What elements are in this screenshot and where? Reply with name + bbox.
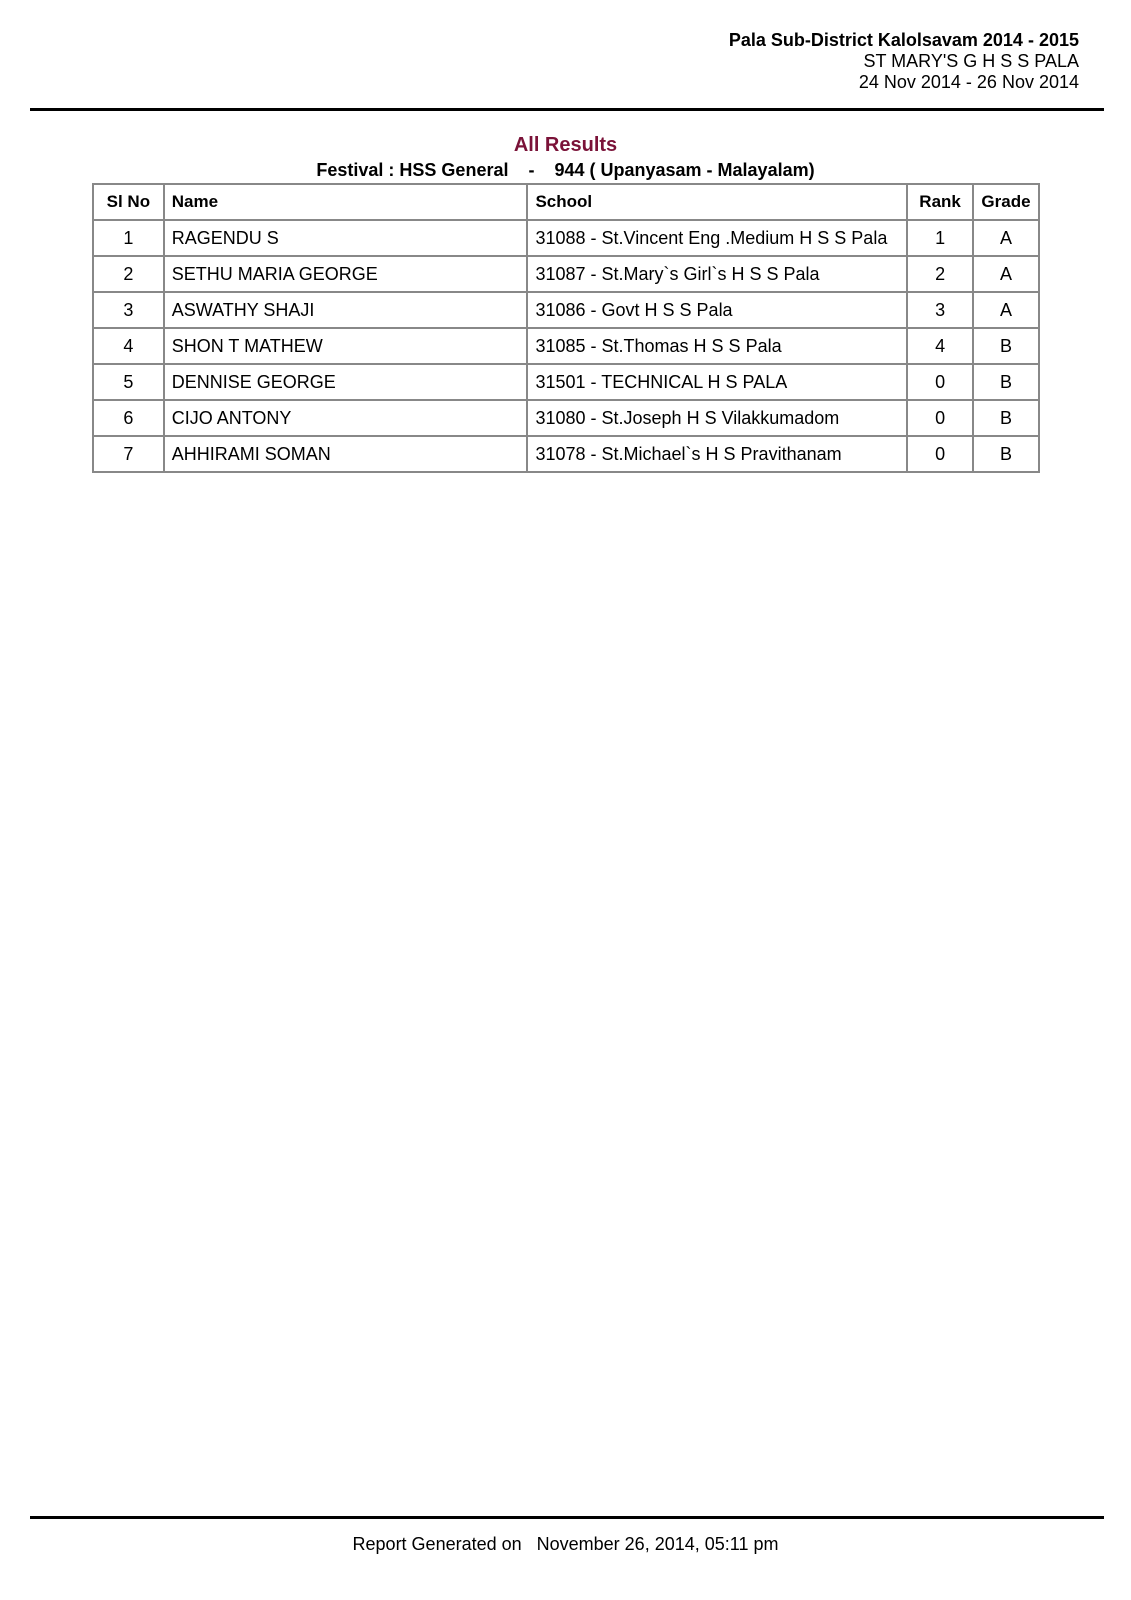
table-row	[93, 436, 1039, 472]
cell-grade: A	[973, 292, 1039, 328]
report-generated-footer: Report Generated on November 26, 2014, 05:11 pm	[352, 1534, 779, 1554]
cell-sl-no: 5	[93, 364, 164, 400]
column-header-name: Name	[164, 184, 528, 220]
table-row	[93, 256, 1039, 292]
cell-name: SETHU MARIA GEORGE	[164, 256, 528, 292]
cell-grade: B	[973, 364, 1039, 400]
cell-school: 31501 - TECHNICAL H S PALA	[527, 364, 907, 400]
cell-rank: 0	[907, 364, 973, 400]
cell-name: SHON T MATHEW	[164, 328, 528, 364]
event-dates: 24 Nov 2014 - 26 Nov 2014	[858, 72, 1079, 92]
report-title: All Results	[513, 134, 618, 156]
cell-sl-no: 2	[93, 256, 164, 292]
cell-rank: 4	[907, 328, 973, 364]
cell-rank: 3	[907, 292, 973, 328]
cell-grade: B	[973, 436, 1039, 472]
cell-grade: A	[973, 220, 1039, 256]
cell-name: CIJO ANTONY	[164, 400, 528, 436]
cell-school: 31080 - St.Joseph H S Vilakkumadom	[527, 400, 907, 436]
table-header-row	[93, 184, 1039, 220]
cell-school: 31087 - St.Mary`s Girl`s H S S Pala	[527, 256, 907, 292]
cell-school: 31078 - St.Michael`s H S Pravithanam	[527, 436, 907, 472]
header-divider	[30, 108, 1104, 111]
cell-grade: B	[973, 400, 1039, 436]
cell-sl-no: 3	[93, 292, 164, 328]
cell-school: 31088 - St.Vincent Eng .Medium H S S Pala	[527, 220, 907, 256]
event-title: Pala Sub-District Kalolsavam 2014 - 2015	[728, 30, 1079, 50]
table-row	[93, 328, 1039, 364]
footer-divider	[30, 1516, 1104, 1519]
cell-rank: 2	[907, 256, 973, 292]
festival-subtitle: Festival : HSS General - 944 ( Upanyasam - Malayalam)	[316, 160, 815, 180]
cell-grade: B	[973, 328, 1039, 364]
cell-rank: 0	[907, 436, 973, 472]
cell-sl-no: 7	[93, 436, 164, 472]
column-header-rank: Rank	[907, 184, 973, 220]
cell-school: 31085 - St.Thomas H S S Pala	[527, 328, 907, 364]
cell-sl-no: 4	[93, 328, 164, 364]
column-header-school: School	[527, 184, 907, 220]
results-table	[92, 183, 1040, 473]
cell-name: RAGENDU S	[164, 220, 528, 256]
column-header-sl-no: Sl No	[93, 184, 164, 220]
table-row	[93, 220, 1039, 256]
report-header	[729, 30, 1079, 93]
column-header-grade: Grade	[973, 184, 1039, 220]
cell-name: DENNISE GEORGE	[164, 364, 528, 400]
cell-sl-no: 6	[93, 400, 164, 436]
table-row	[93, 292, 1039, 328]
event-venue: ST MARY'S G H S S PALA	[863, 51, 1079, 71]
cell-grade: A	[973, 256, 1039, 292]
cell-name: AHHIRAMI SOMAN	[164, 436, 528, 472]
table-row	[93, 364, 1039, 400]
cell-sl-no: 1	[93, 220, 164, 256]
table-row	[93, 400, 1039, 436]
cell-school: 31086 - Govt H S S Pala	[527, 292, 907, 328]
cell-rank: 1	[907, 220, 973, 256]
cell-name: ASWATHY SHAJI	[164, 292, 528, 328]
cell-rank: 0	[907, 400, 973, 436]
